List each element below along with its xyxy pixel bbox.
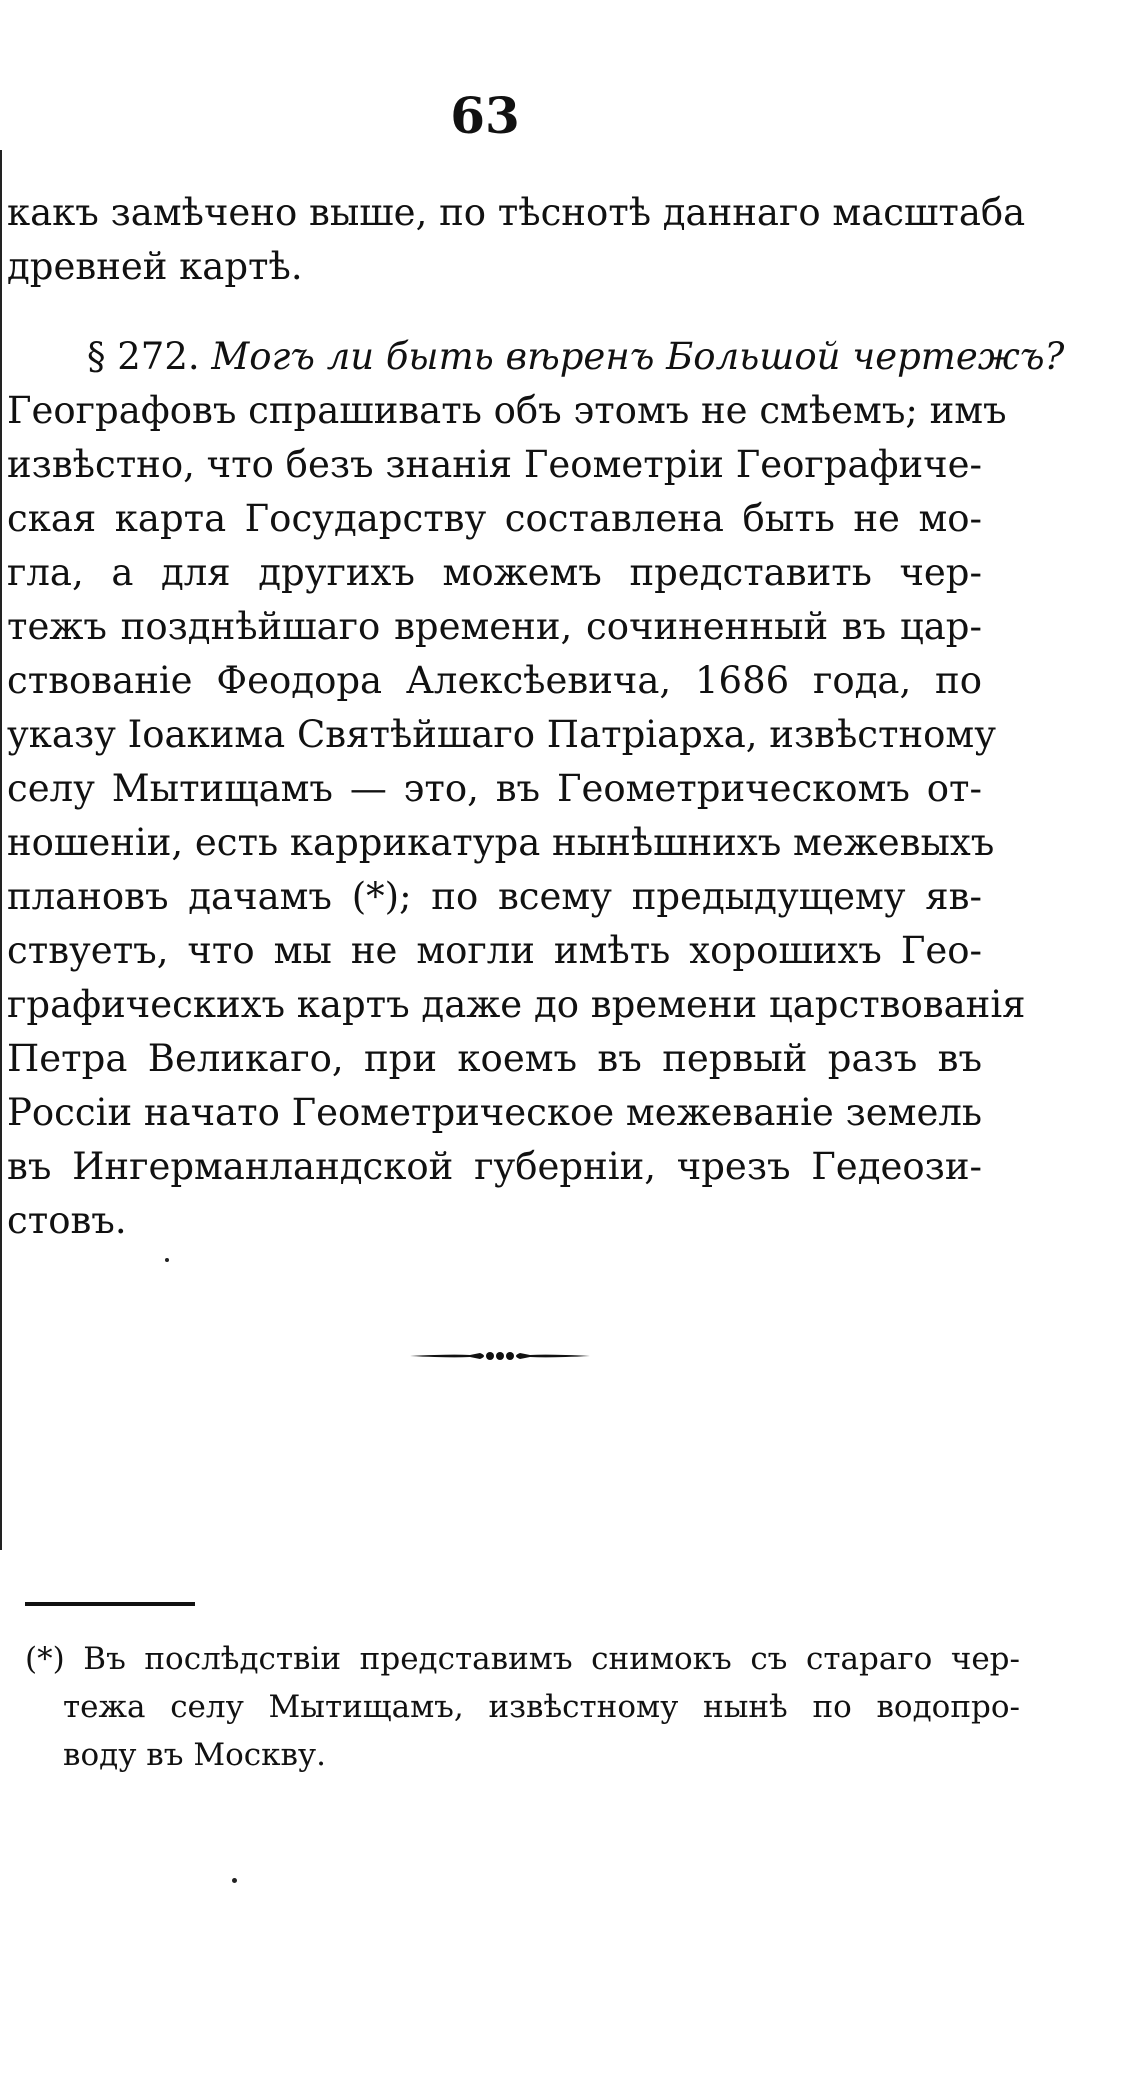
ink-speck <box>232 1878 237 1883</box>
text-line: тежъ позднѣйшаго времени, сочиненный въ цар- <box>7 605 982 648</box>
end-ornament <box>410 1346 590 1366</box>
section-heading-line <box>7 330 1065 384</box>
text-line: селу Мытищамъ — это, въ Геометрическомъ от- <box>7 767 982 810</box>
ink-speck <box>165 1258 169 1262</box>
footnote <box>25 1635 1020 1779</box>
text-line: какъ замѣчено выше, по тѣснотѣ даннаго масштаба <box>7 191 1026 234</box>
footnote-line: (*) Въ послѣдствіи представимъ снимокъ съ стараго чер- <box>25 1641 1020 1677</box>
left-margin-rule <box>0 150 2 1550</box>
section-272-paragraph <box>7 330 1065 1248</box>
text-line: стовъ. <box>7 1199 127 1242</box>
text-line: плановъ дачамъ (*); по всему предыдущему яв- <box>7 875 982 918</box>
page-number: 63 <box>450 86 520 145</box>
text-line: ствованіе Феодора Алексѣевича, 1686 года, по <box>7 659 982 702</box>
text-line: ношеніи, есть каррикатура нынѣшнихъ межевыхъ <box>7 821 995 864</box>
footnote-line: воду въ Москву. <box>63 1737 327 1773</box>
text-line: древней картѣ. <box>7 245 303 288</box>
section-heading: Могъ ли быть вѣренъ Большой чертежъ? <box>211 335 1065 378</box>
text-line: Россіи начато Геометрическое межеваніе земель <box>7 1091 982 1134</box>
text-line: Петра Великаго, при коемъ въ первый разъ въ <box>7 1037 982 1080</box>
text-line: графическихъ картъ даже до времени царствованія <box>7 983 1026 1026</box>
text-line: ствуетъ, что мы не могли имѣть хорошихъ Гео- <box>7 929 982 972</box>
text-line: гла, а для другихъ можемъ представить чер- <box>7 551 982 594</box>
footnote-divider <box>25 1602 195 1606</box>
text-line: извѣстно, что безъ знанія Геометріи Географиче- <box>7 443 982 486</box>
text-line: ская карта Государству составлена быть не мо- <box>7 497 982 540</box>
section-marker: § 272. <box>87 335 200 378</box>
text-line: въ Ингерманландской губерніи, чрезъ Гедеози- <box>7 1145 982 1188</box>
text-line: Географовъ спрашивать объ этомъ не смѣемъ; имъ <box>7 389 1007 432</box>
intro-paragraph <box>7 186 1026 294</box>
text-line: указу Іоакима Святѣйшаго Патріарха, извѣстному <box>7 713 996 756</box>
footnote-line: тежа селу Мытищамъ, извѣстному нынѣ по водопро- <box>63 1689 1020 1725</box>
